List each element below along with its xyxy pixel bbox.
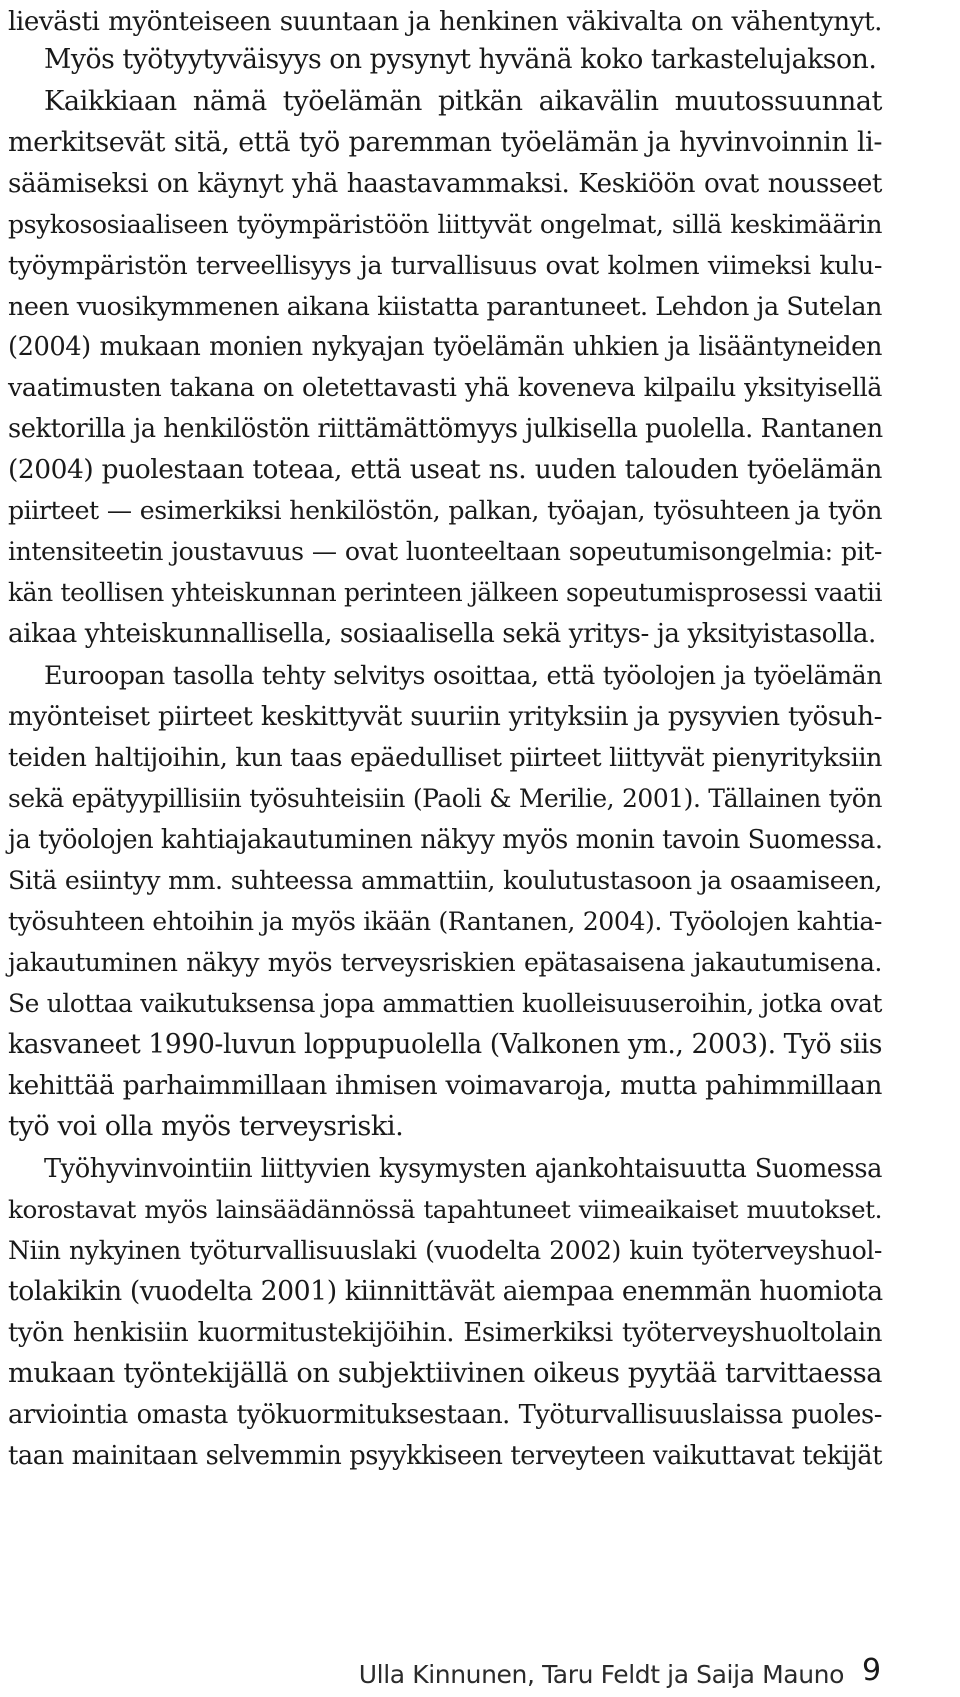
page-number: 9 <box>862 1653 882 1688</box>
text-line: säämiseksi on käynyt yhä haastavammaksi. Keskiöön ovat nousseet <box>8 169 882 199</box>
text-line: Sitä esiintyy mm. suhteessa ammattiin, koulutustasoon ja osaamiseen, <box>8 866 882 895</box>
text-line: (2004) puolestaan toteaa, että useat ns. uuden talouden työelämän <box>8 454 882 485</box>
text-line: neen vuosikymmenen aikana kiistatta parantuneet. Lehdon ja Sutelan <box>8 292 882 322</box>
text-line: työsuhteen ehtoihin ja myös ikään (Rantanen, 2004). Työolojen kahtia- <box>8 907 882 936</box>
text-line: teiden haltijoihin, kun taas epäedulliset piirteet liittyvät pienyrityksiin <box>8 743 882 773</box>
text-line: sekä epätyypillisiin työsuhteisiin (Paoli & Merilie, 2001). Tällainen työn <box>8 784 882 813</box>
text-line: merkitsevät sitä, että työ paremman työelämän ja hyvinvoinnin li- <box>8 127 882 158</box>
text-line: työ voi olla myös terveysriski. <box>8 1111 404 1142</box>
text-line: Niin nykyinen työturvallisuuslaki (vuodelta 2002) kuin työterveyshuol- <box>8 1236 882 1265</box>
text-line: kän teollisen yhteiskunnan perinteen jälkeen sopeutumisprosessi vaatii <box>8 578 882 607</box>
text-line: Kaikkiaan nämä työelämän pitkän aikavälin muutossuunnat <box>44 86 882 117</box>
text-line: myönteiset piirteet keskittyvät suuriin yrityksiin ja pysyvien työsuh- <box>8 702 882 732</box>
text-line: psykososiaaliseen työympäristöön liittyvät ongelmat, sillä keskimäärin <box>8 210 882 239</box>
text-line: vaatimusten takana on oletettavasti yhä koveneva kilpailu yksityisellä <box>8 373 882 403</box>
text-line: mukaan työntekijällä on subjektiivinen oikeus pyytää tarvittaessa <box>8 1358 882 1389</box>
text-line: (2004) mukaan monien nykyajan työelämän uhkien ja lisääntyneiden <box>8 332 882 362</box>
text-line: sektorilla ja henkilöstön riittämättömyys julkisella puolella. Rantanen <box>8 414 883 444</box>
text-line: työn henkisiin kuormitustekijöihin. Esimerkiksi työterveyshuoltolain <box>8 1318 882 1348</box>
text-line: Työhyvinvointiin liittyvien kysymysten ajankohtaisuutta Suomessa <box>44 1154 882 1184</box>
text-line: tolakikin (vuodelta 2001) kiinnittävät aiempaa enemmän huomiota <box>8 1276 883 1307</box>
footer-authors: Ulla Kinnunen, Taru Feldt ja Saija Mauno <box>358 1660 844 1689</box>
text-line: lievästi myönteiseen suuntaan ja henkinen väkivalta on vähentynyt. <box>8 7 882 37</box>
text-line: taan mainitaan selvemmin psyykkiseen terveyteen vaikuttavat tekijät <box>8 1441 882 1471</box>
text-line: piirteet — esimerkiksi henkilöstön, palkan, työajan, työsuhteen ja työn <box>8 496 882 525</box>
text-line: ja työolojen kahtiajakautuminen näkyy myös monin tavoin Suomessa. <box>8 825 883 855</box>
text-line: arviointia omasta työkuormituksestaan. Työturvallisuuslaissa puoles- <box>8 1400 882 1430</box>
text-line: intensiteetin joustavuus — ovat luonteeltaan sopeutumisongelmia: pit- <box>8 537 882 566</box>
text-line: Se ulottaa vaikutuksensa jopa ammattien kuolleisuuseroihin, jotka ovat <box>8 989 882 1018</box>
text-line: jakautuminen näkyy myös terveysriskien epätasaisena jakautumisena. <box>8 948 882 977</box>
text-line: aikaa yhteiskunnallisella, sosiaalisella sekä yritys- ja yksityistasolla. <box>8 619 876 649</box>
text-line: korostavat myös lainsäädännössä tapahtuneet viimeaikaiset muutokset. <box>8 1195 882 1224</box>
text-line: työympäristön terveellisyys ja turvallisuus ovat kolmen viimeksi kulu- <box>8 251 882 281</box>
text-line: Euroopan tasolla tehty selvitys osoittaa, että työolojen ja työelämän <box>44 661 882 690</box>
text-line: kasvaneet 1990-luvun loppupuolella (Valkonen ym., 2003). Työ siis <box>8 1029 882 1060</box>
text-line: kehittää parhaimmillaan ihmisen voimavaroja, mutta pahimmillaan <box>8 1070 882 1101</box>
text-line: Myös työtyytyväisyys on pysynyt hyvänä koko tarkastelujakson. <box>44 44 877 75</box>
page-footer <box>0 1653 960 1697</box>
